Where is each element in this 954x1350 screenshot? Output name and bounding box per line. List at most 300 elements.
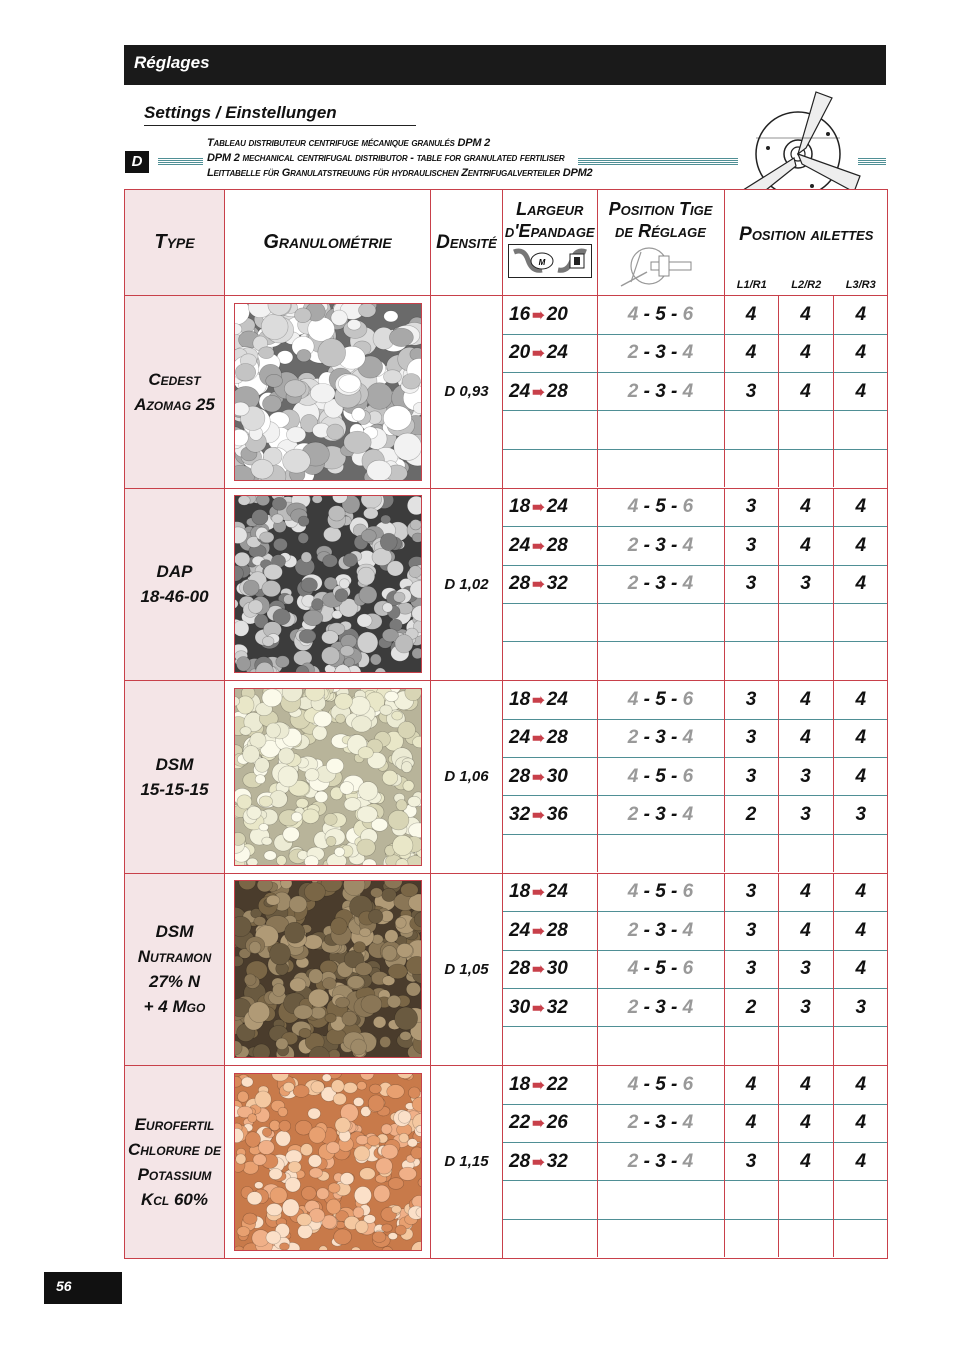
vane-l3r3: 4 bbox=[833, 681, 888, 719]
arrow-right-icon: ➠ bbox=[532, 884, 545, 902]
page-subtitle: Settings / Einstellungen bbox=[144, 103, 337, 122]
col-header-settings bbox=[503, 190, 888, 296]
rod-pos-high: 4 bbox=[682, 534, 694, 556]
granule-photo bbox=[234, 303, 422, 481]
empty-cell bbox=[503, 449, 597, 487]
rod-pos-high: 4 bbox=[682, 1112, 694, 1134]
setting-row bbox=[503, 296, 888, 334]
width-to: 28 bbox=[546, 534, 568, 556]
rod-pos-low: 2 bbox=[627, 804, 639, 826]
col-header-width: Largeur d'Epandage m bbox=[503, 190, 597, 295]
product-type bbox=[125, 681, 225, 874]
rod-pos-mid: 3 bbox=[655, 1150, 666, 1172]
arrow-right-icon: ➠ bbox=[532, 537, 545, 555]
adjustment-rod-icon bbox=[611, 242, 711, 290]
vane-l3r3: 4 bbox=[833, 758, 888, 796]
rod-pos-low: 2 bbox=[627, 919, 639, 941]
rod-pos-mid: 5 bbox=[655, 496, 666, 518]
rod-pos-low: 4 bbox=[627, 881, 639, 903]
vane-l1r1: 3 bbox=[724, 681, 778, 719]
width-from: 28 bbox=[509, 765, 531, 787]
rod-pos-mid: 3 bbox=[655, 727, 666, 749]
vane-l3r3: 4 bbox=[833, 489, 888, 527]
width-from: 28 bbox=[509, 1150, 531, 1172]
rod-pos-high: 6 bbox=[682, 765, 694, 787]
arrow-right-icon: ➠ bbox=[532, 691, 545, 709]
width-to: 32 bbox=[546, 1150, 568, 1172]
rod-pos-low: 2 bbox=[627, 996, 639, 1018]
rod-position: 2 - 3 - 4 bbox=[597, 988, 724, 1026]
arrow-right-icon: ➠ bbox=[532, 922, 545, 940]
empty-cell bbox=[724, 834, 778, 872]
vane-l3r3: 4 bbox=[833, 874, 888, 912]
col-header-density: Densité bbox=[431, 190, 503, 296]
product-density: D 1,02 bbox=[431, 488, 503, 681]
setting-row bbox=[503, 1104, 888, 1142]
spread-width-icon bbox=[508, 244, 592, 278]
teal-stripe-left bbox=[158, 158, 203, 166]
rod-pos-high: 6 bbox=[682, 881, 694, 903]
spread-width bbox=[503, 758, 597, 796]
vane-l1r1: 3 bbox=[724, 950, 778, 988]
rod-pos-mid: 3 bbox=[655, 1112, 666, 1134]
teal-stripe-mid bbox=[578, 158, 738, 166]
arrow-right-icon: ➠ bbox=[532, 306, 545, 324]
settings-cell bbox=[503, 1066, 888, 1259]
vane-l3r3: 4 bbox=[833, 950, 888, 988]
width-from: 32 bbox=[509, 804, 531, 826]
rod-pos-high: 4 bbox=[682, 727, 694, 749]
rod-pos-mid: 3 bbox=[655, 342, 666, 364]
spread-width bbox=[503, 565, 597, 603]
arrow-right-icon: ➠ bbox=[532, 383, 545, 401]
spread-width bbox=[503, 874, 597, 912]
vane-l2r2: 4 bbox=[778, 1143, 833, 1181]
setting-row bbox=[503, 874, 888, 912]
granule-photo-cell bbox=[225, 296, 431, 489]
setting-row bbox=[503, 988, 888, 1026]
empty-cell bbox=[833, 1027, 888, 1065]
arrow-right-icon: ➠ bbox=[532, 999, 545, 1017]
vane-l2r2: 4 bbox=[778, 489, 833, 527]
rod-pos-mid: 3 bbox=[655, 996, 666, 1018]
vane-l1r1: 3 bbox=[724, 912, 778, 950]
spread-width bbox=[503, 912, 597, 950]
vane-l3r3: 4 bbox=[833, 1104, 888, 1142]
width-to: 32 bbox=[546, 573, 568, 595]
product-type-line: 15-15-15 bbox=[140, 779, 209, 799]
product-type bbox=[125, 296, 225, 489]
rod-pos-high: 6 bbox=[682, 958, 694, 980]
width-to: 28 bbox=[546, 727, 568, 749]
width-from: 18 bbox=[509, 1073, 531, 1095]
empty-cell bbox=[597, 642, 724, 680]
empty-cell bbox=[833, 1181, 888, 1219]
product-density: D 1,06 bbox=[431, 681, 503, 874]
vane-l2r2: 4 bbox=[778, 912, 833, 950]
rod-pos-low: 2 bbox=[627, 1150, 639, 1172]
spread-width bbox=[503, 1104, 597, 1142]
granule-photo-cell bbox=[225, 681, 431, 874]
rod-pos-mid: 5 bbox=[655, 958, 666, 980]
vane-l3r3: 4 bbox=[833, 719, 888, 757]
setting-row bbox=[503, 411, 888, 449]
rod-position: 2 - 3 - 4 bbox=[597, 719, 724, 757]
empty-cell bbox=[724, 642, 778, 680]
spread-width bbox=[503, 373, 597, 411]
rod-pos-mid: 5 bbox=[655, 765, 666, 787]
product-density: D 1,05 bbox=[431, 873, 503, 1066]
spread-width bbox=[503, 950, 597, 988]
section-title: Réglages bbox=[134, 53, 210, 72]
rod-pos-high: 4 bbox=[682, 804, 694, 826]
width-from: 24 bbox=[509, 380, 531, 402]
empty-cell bbox=[778, 1181, 833, 1219]
rod-pos-low: 2 bbox=[627, 534, 639, 556]
vane-l1r1: 3 bbox=[724, 1143, 778, 1181]
empty-cell bbox=[833, 449, 888, 487]
vane-l3r3: 4 bbox=[833, 1143, 888, 1181]
empty-cell bbox=[597, 834, 724, 872]
rod-pos-mid: 5 bbox=[655, 303, 666, 325]
empty-cell bbox=[833, 834, 888, 872]
spread-width bbox=[503, 681, 597, 719]
product-type-line: + 4 Mgo bbox=[143, 997, 206, 1017]
rod-pos-mid: 3 bbox=[655, 534, 666, 556]
empty-cell bbox=[724, 603, 778, 641]
granule-photo-cell bbox=[225, 488, 431, 681]
vane-l1r1: 4 bbox=[724, 1104, 778, 1142]
rod-pos-mid: 5 bbox=[655, 688, 666, 710]
product-type-line: DSM bbox=[155, 922, 194, 942]
col-header-rod-position: Position Tige de Réglage bbox=[597, 190, 724, 295]
setting-row bbox=[503, 950, 888, 988]
rod-position: 4 - 5 - 6 bbox=[597, 950, 724, 988]
spread-width bbox=[503, 334, 597, 372]
vane-l2r2: 4 bbox=[778, 1104, 833, 1142]
vane-l1r1: 3 bbox=[724, 373, 778, 411]
arrow-right-icon: ➠ bbox=[532, 1076, 545, 1094]
empty-cell bbox=[833, 642, 888, 680]
rod-pos-low: 4 bbox=[627, 688, 639, 710]
empty-cell bbox=[778, 642, 833, 680]
rod-pos-low: 4 bbox=[627, 765, 639, 787]
arrow-right-icon: ➠ bbox=[532, 807, 545, 825]
setting-row bbox=[503, 489, 888, 527]
rod-position: 2 - 3 - 4 bbox=[597, 334, 724, 372]
rod-position: 4 - 5 - 6 bbox=[597, 681, 724, 719]
width-to: 26 bbox=[546, 1112, 568, 1134]
empty-cell bbox=[503, 1027, 597, 1065]
width-to: 22 bbox=[546, 1073, 568, 1095]
product-row bbox=[125, 681, 888, 874]
setting-row bbox=[503, 527, 888, 565]
vane-l2r2: 4 bbox=[778, 527, 833, 565]
width-from: 24 bbox=[509, 727, 531, 749]
col-header-type: Type bbox=[125, 190, 225, 296]
product-type-line: Nutramon bbox=[137, 947, 212, 967]
rod-pos-mid: 3 bbox=[655, 380, 666, 402]
arrow-right-icon: ➠ bbox=[532, 1115, 545, 1133]
caption-de: Leittabelle für Granulatstreuung für hydraulischen Zentrifugalverteiler DPM2 bbox=[207, 167, 593, 179]
product-density: D 1,15 bbox=[431, 1066, 503, 1259]
width-from: 28 bbox=[509, 573, 531, 595]
vane-l1r1: 3 bbox=[724, 565, 778, 603]
width-from: 16 bbox=[509, 303, 531, 325]
width-to: 30 bbox=[546, 958, 568, 980]
setting-row bbox=[503, 719, 888, 757]
rod-position: 4 - 5 - 6 bbox=[597, 489, 724, 527]
arrow-right-icon: ➠ bbox=[532, 576, 545, 594]
product-row bbox=[125, 488, 888, 681]
rod-pos-mid: 5 bbox=[655, 1073, 666, 1095]
rod-pos-high: 6 bbox=[682, 496, 694, 518]
product-type bbox=[125, 873, 225, 1066]
empty-cell bbox=[724, 1181, 778, 1219]
empty-cell bbox=[833, 1219, 888, 1257]
empty-cell bbox=[778, 603, 833, 641]
rod-pos-high: 4 bbox=[682, 1150, 694, 1172]
rod-pos-low: 4 bbox=[627, 496, 639, 518]
language-badge: D bbox=[125, 151, 149, 173]
width-from: 30 bbox=[509, 996, 531, 1018]
vane-l1r1: 3 bbox=[724, 489, 778, 527]
empty-cell bbox=[724, 1219, 778, 1257]
empty-cell bbox=[597, 411, 724, 449]
spread-width bbox=[503, 796, 597, 834]
setting-row bbox=[503, 334, 888, 372]
product-type-line: Azomag 25 bbox=[134, 394, 215, 414]
empty-cell bbox=[597, 449, 724, 487]
empty-cell bbox=[778, 449, 833, 487]
subtitle-underline bbox=[144, 125, 416, 126]
col-sub-l3r3: L3/R3 bbox=[845, 279, 876, 291]
rod-position: 2 - 3 - 4 bbox=[597, 1104, 724, 1142]
setting-row bbox=[503, 1219, 888, 1257]
setting-row bbox=[503, 449, 888, 487]
product-type-line: Chlorure de bbox=[127, 1139, 221, 1159]
empty-cell bbox=[724, 1027, 778, 1065]
granule-photo bbox=[234, 495, 422, 673]
arrow-right-icon: ➠ bbox=[532, 1153, 545, 1171]
empty-cell bbox=[597, 1181, 724, 1219]
empty-cell bbox=[597, 603, 724, 641]
width-to: 24 bbox=[546, 342, 568, 364]
vane-l2r2: 3 bbox=[778, 988, 833, 1026]
empty-cell bbox=[778, 1219, 833, 1257]
vane-l3r3: 4 bbox=[833, 373, 888, 411]
product-type-line: DAP bbox=[156, 562, 193, 582]
col-sub-l2r2: L2/R2 bbox=[791, 279, 822, 291]
col-header-granulometry: Granulométrie bbox=[225, 190, 431, 296]
rod-position: 2 - 3 - 4 bbox=[597, 796, 724, 834]
rod-pos-high: 6 bbox=[682, 303, 694, 325]
width-to: 20 bbox=[546, 303, 568, 325]
empty-cell bbox=[833, 411, 888, 449]
width-from: 18 bbox=[509, 496, 531, 518]
vane-l1r1: 3 bbox=[724, 527, 778, 565]
width-from: 22 bbox=[509, 1112, 531, 1134]
setting-row bbox=[503, 681, 888, 719]
empty-cell bbox=[503, 834, 597, 872]
vane-l2r2: 4 bbox=[778, 681, 833, 719]
granule-photo bbox=[234, 1073, 422, 1251]
vane-l3r3: 4 bbox=[833, 1066, 888, 1104]
empty-cell bbox=[503, 1219, 597, 1257]
vane-l3r3: 4 bbox=[833, 912, 888, 950]
granule-photo bbox=[234, 880, 422, 1058]
vane-l1r1: 3 bbox=[724, 719, 778, 757]
setting-row bbox=[503, 1143, 888, 1181]
product-type-line: Potassium bbox=[137, 1164, 212, 1184]
rod-pos-low: 4 bbox=[627, 303, 639, 325]
rod-pos-mid: 5 bbox=[655, 881, 666, 903]
vane-l2r2: 4 bbox=[778, 296, 833, 334]
width-to: 24 bbox=[546, 688, 568, 710]
arrow-right-icon: ➠ bbox=[532, 499, 545, 517]
vane-l3r3: 4 bbox=[833, 527, 888, 565]
setting-row bbox=[503, 603, 888, 641]
col-header-vane-position: Position ailettes L1/R1 L2/R2 L3/R3 bbox=[724, 190, 888, 295]
product-type-line: 18-46-00 bbox=[140, 587, 209, 607]
width-to: 36 bbox=[546, 804, 568, 826]
settings-cell bbox=[503, 296, 888, 489]
settings-cell bbox=[503, 873, 888, 1066]
vane-l2r2: 3 bbox=[778, 950, 833, 988]
empty-cell bbox=[503, 642, 597, 680]
granule-photo-cell bbox=[225, 873, 431, 1066]
setting-row bbox=[503, 565, 888, 603]
width-from: 18 bbox=[509, 688, 531, 710]
arrow-right-icon: ➠ bbox=[532, 345, 545, 363]
vane-l2r2: 4 bbox=[778, 719, 833, 757]
rod-position: 4 - 5 - 6 bbox=[597, 874, 724, 912]
granule-photo-cell bbox=[225, 1066, 431, 1259]
vane-l2r2: 3 bbox=[778, 565, 833, 603]
vane-l3r3: 3 bbox=[833, 796, 888, 834]
empty-cell bbox=[503, 603, 597, 641]
rod-pos-mid: 3 bbox=[655, 804, 666, 826]
setting-row bbox=[503, 373, 888, 411]
empty-cell bbox=[778, 834, 833, 872]
vane-l3r3: 4 bbox=[833, 565, 888, 603]
spread-width bbox=[503, 296, 597, 334]
width-from: 28 bbox=[509, 958, 531, 980]
width-from: 24 bbox=[509, 919, 531, 941]
vane-l1r1: 2 bbox=[724, 988, 778, 1026]
width-from: 24 bbox=[509, 534, 531, 556]
vane-l1r1: 4 bbox=[724, 296, 778, 334]
empty-cell bbox=[597, 1219, 724, 1257]
rod-pos-high: 4 bbox=[682, 573, 694, 595]
product-density: D 0,93 bbox=[431, 296, 503, 489]
rod-pos-low: 2 bbox=[627, 380, 639, 402]
empty-cell bbox=[724, 411, 778, 449]
setting-row bbox=[503, 834, 888, 872]
settings-cell bbox=[503, 488, 888, 681]
rod-pos-low: 4 bbox=[627, 958, 639, 980]
spread-width bbox=[503, 719, 597, 757]
vane-l2r2: 4 bbox=[778, 1066, 833, 1104]
product-type-line: Eurofertil bbox=[134, 1114, 215, 1134]
empty-cell bbox=[597, 1027, 724, 1065]
settings-table bbox=[124, 189, 888, 1259]
section-header-bar bbox=[124, 45, 886, 85]
settings-cell bbox=[503, 681, 888, 874]
rod-pos-low: 2 bbox=[627, 1112, 639, 1134]
vane-l2r2: 4 bbox=[778, 373, 833, 411]
product-type-line: Kcl 60% bbox=[140, 1189, 209, 1209]
rod-position: 2 - 3 - 4 bbox=[597, 1143, 724, 1181]
setting-row bbox=[503, 1066, 888, 1104]
spread-width bbox=[503, 1066, 597, 1104]
rod-pos-mid: 3 bbox=[655, 919, 666, 941]
spread-width bbox=[503, 1143, 597, 1181]
rod-pos-low: 4 bbox=[627, 1073, 639, 1095]
width-from: 20 bbox=[509, 342, 531, 364]
rod-pos-high: 6 bbox=[682, 688, 694, 710]
setting-row bbox=[503, 1181, 888, 1219]
rod-position: 2 - 3 - 4 bbox=[597, 527, 724, 565]
spread-width bbox=[503, 988, 597, 1026]
rod-position: 2 - 3 - 4 bbox=[597, 565, 724, 603]
arrow-right-icon: ➠ bbox=[532, 730, 545, 748]
vane-l1r1: 3 bbox=[724, 758, 778, 796]
rod-pos-low: 2 bbox=[627, 573, 639, 595]
product-row bbox=[125, 1066, 888, 1259]
vane-l2r2: 3 bbox=[778, 796, 833, 834]
vane-l2r2: 4 bbox=[778, 874, 833, 912]
rod-pos-high: 4 bbox=[682, 380, 694, 402]
svg-text:m: m bbox=[538, 256, 546, 268]
rod-pos-mid: 3 bbox=[655, 573, 666, 595]
spread-width bbox=[503, 527, 597, 565]
caption-en: DPM 2 mechanical centrifugal distributor - table for granulated fertiliser bbox=[207, 152, 565, 164]
width-to: 24 bbox=[546, 496, 568, 518]
vane-l3r3: 3 bbox=[833, 988, 888, 1026]
product-row bbox=[125, 873, 888, 1066]
product-row bbox=[125, 296, 888, 489]
product-type-line: DSM bbox=[155, 754, 194, 774]
vane-l1r1: 4 bbox=[724, 334, 778, 372]
rod-position: 2 - 3 - 4 bbox=[597, 912, 724, 950]
setting-row bbox=[503, 758, 888, 796]
granule-photo bbox=[234, 688, 422, 866]
vane-l2r2: 4 bbox=[778, 334, 833, 372]
product-type-line: Cedest bbox=[148, 369, 201, 389]
page-number: 56 bbox=[44, 1272, 122, 1304]
width-from: 18 bbox=[509, 881, 531, 903]
product-type bbox=[125, 488, 225, 681]
empty-cell bbox=[724, 449, 778, 487]
rod-position: 4 - 5 - 6 bbox=[597, 758, 724, 796]
width-to: 28 bbox=[546, 380, 568, 402]
arrow-right-icon: ➠ bbox=[532, 961, 545, 979]
rod-position: 2 - 3 - 4 bbox=[597, 373, 724, 411]
empty-cell bbox=[778, 1027, 833, 1065]
vane-l3r3: 4 bbox=[833, 334, 888, 372]
empty-cell bbox=[778, 411, 833, 449]
spread-width bbox=[503, 489, 597, 527]
col-sub-l1r1: L1/R1 bbox=[736, 279, 767, 291]
rod-pos-low: 2 bbox=[627, 727, 639, 749]
rod-pos-high: 4 bbox=[682, 919, 694, 941]
empty-cell bbox=[503, 411, 597, 449]
vane-l1r1: 3 bbox=[724, 874, 778, 912]
width-to: 32 bbox=[546, 996, 568, 1018]
empty-cell bbox=[503, 1181, 597, 1219]
rod-pos-high: 6 bbox=[682, 1073, 694, 1095]
